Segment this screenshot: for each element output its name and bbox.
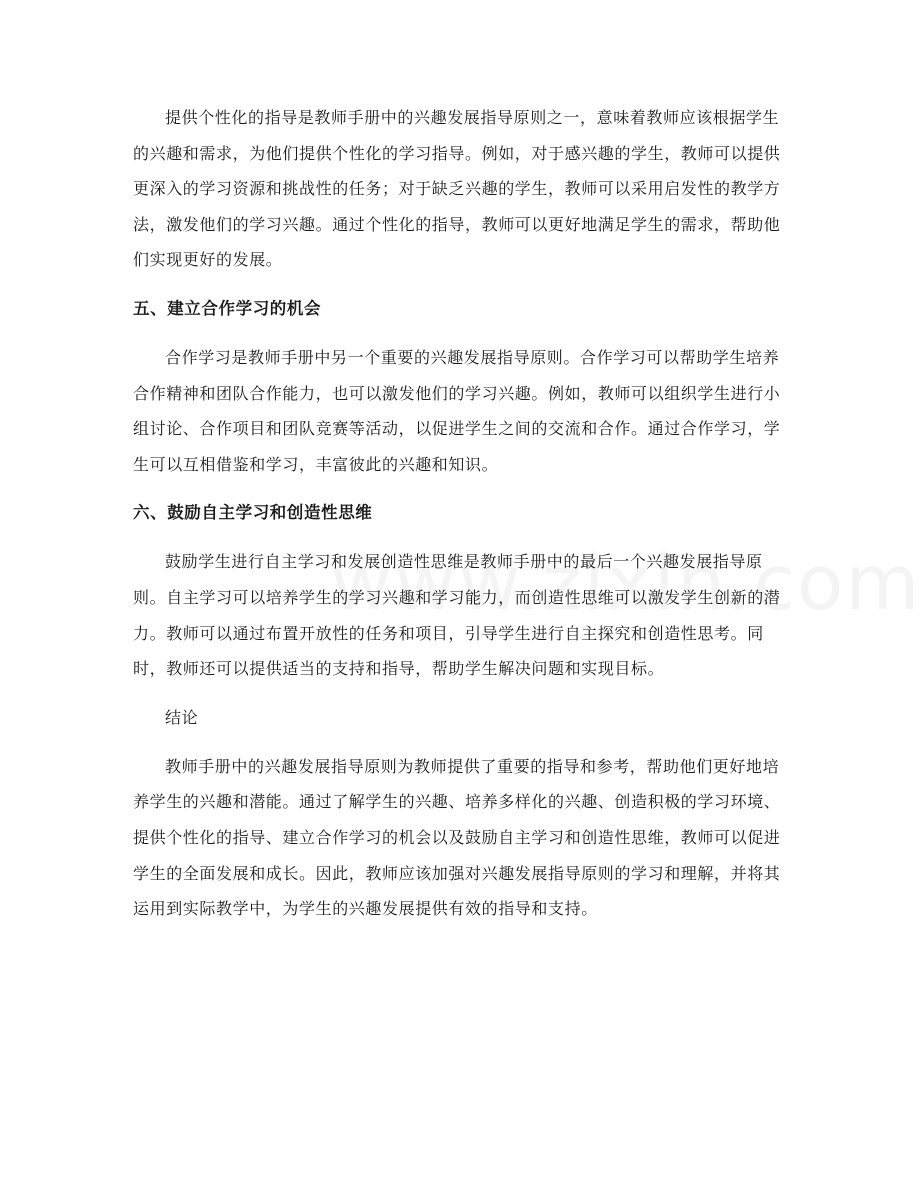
- paragraph-cooperative-learning: 合作学习是教师手册中另一个重要的兴趣发展指导原则。合作学习可以帮助学生培养合作精神和团队合作能力，也可以激发他们的学习兴趣。例如，教师可以组织学生进行小组讨论、合作项目和团队竞赛等活动，以促进学生之间的交流和合作。通过合作学习，学生可以互相借鉴和学习，丰富彼此的兴趣和知识。: [133, 347, 781, 474]
- conclusion-label: 结论: [165, 707, 199, 727]
- paragraph-conclusion: 教师手册中的兴趣发展指导原则为教师提供了重要的指导和参考，帮助他们更好地培养学生的兴趣和潜能。通过了解学生的兴趣、培养多样化的兴趣、创造积极的学习环境、提供个性化的指导、建立合作学习的机会以及鼓励自主学习和创造性思维，教师可以促进学生的全面发展和成长。因此，教师应该加强对兴趣发展指导原则的学习和理解，并将其运用到实际教学中，为学生的兴趣发展提供有效的指导和支持。: [133, 756, 781, 919]
- section-heading-autonomous-learning: 六、鼓励自主学习和创造性思维: [133, 503, 373, 523]
- document-body: [133, 100, 789, 927]
- paragraph-personalized-guidance: 提供个性化的指导是教师手册中的兴趣发展指导原则之一，意味着教师应该根据学生的兴趣和需求，为他们提供个性化的学习指导。例如，对于感兴趣的学生，教师可以提供更深入的学习资源和挑战性的任务；对于缺乏兴趣的学生，教师可以采用启发性的教学方法，激发他们的学习兴趣。通过个性化的指导，教师可以更好地满足学生的需求，帮助他们实现更好的发展。: [133, 108, 781, 270]
- section-heading-cooperative-learning: 五、建立合作学习的机会: [133, 298, 322, 318]
- paragraph-autonomous-learning: 鼓励学生进行自主学习和发展创造性思维是教师手册中的最后一个兴趣发展指导原则。自主学习可以培养学生的学习兴趣和学习能力，而创造性思维可以激发学生创新的潜力。教师可以通过布置开放性的任务和项目，引导学生进行自主探究和创造性思考。同时，教师还可以提供适当的支持和指导，帮助学生解决问题和实现目标。: [133, 552, 781, 679]
